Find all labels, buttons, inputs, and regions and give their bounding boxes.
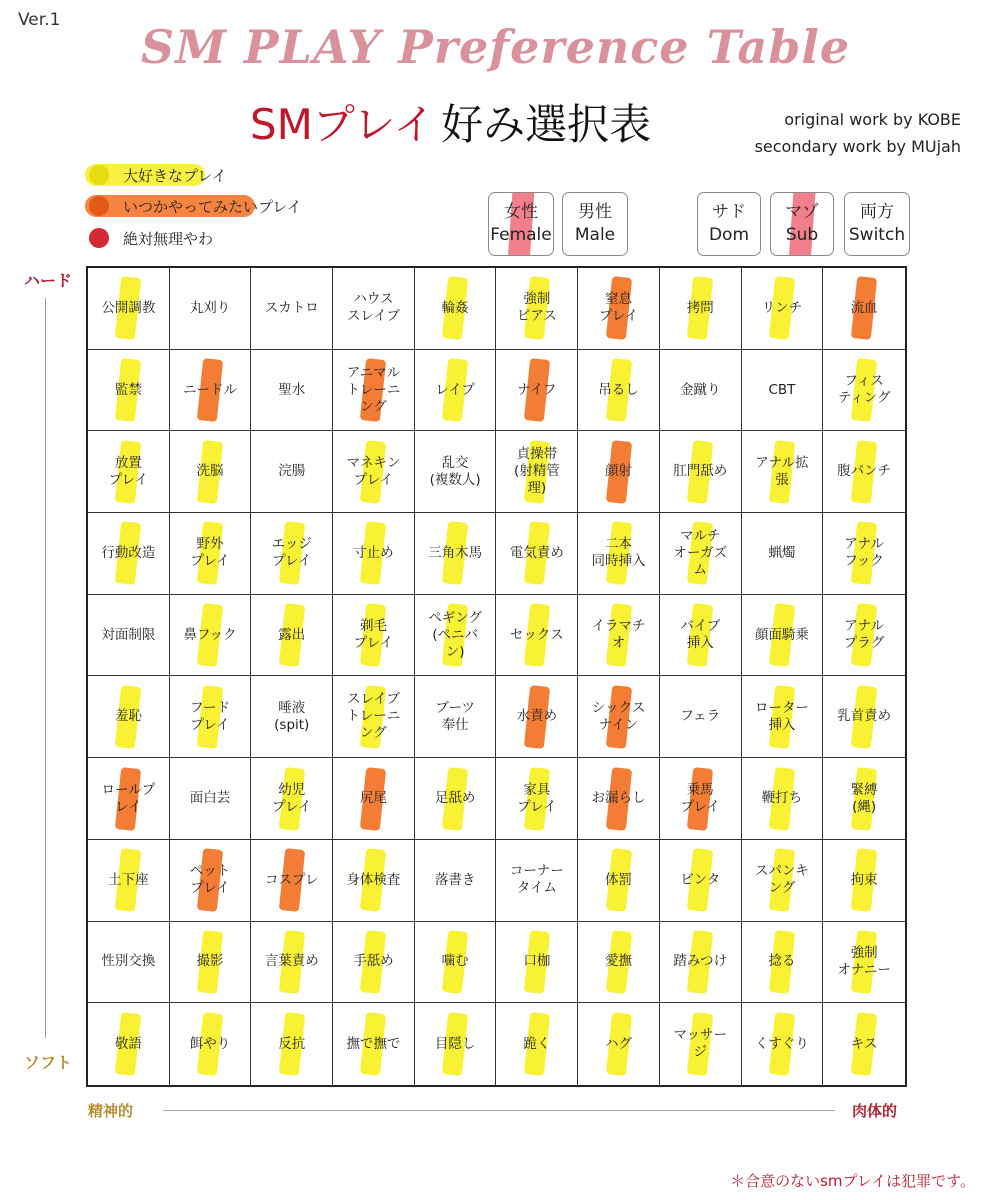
grid-cell-label: 拷問 — [686, 299, 714, 316]
legend-label: いつかやってみたいプレイ — [123, 197, 302, 216]
grid-cell[interactable] — [415, 840, 497, 922]
grid-cell[interactable] — [742, 595, 824, 677]
grid-cell[interactable] — [742, 840, 824, 922]
grid-cell-label: 落書き — [434, 871, 476, 888]
grid-cell-label: コスプレ — [265, 871, 319, 888]
grid-cell[interactable] — [578, 268, 660, 350]
grid-cell-label: アニマル トレーニ ング — [346, 364, 401, 415]
grid-cell[interactable] — [88, 595, 170, 677]
grid-cell[interactable] — [823, 922, 905, 1004]
grid-cell[interactable] — [742, 758, 824, 840]
grid-cell[interactable] — [88, 676, 170, 758]
grid-cell-label: 寸止め — [353, 544, 394, 561]
grid-cell[interactable] — [251, 268, 333, 350]
grid-cell-label: 撮影 — [196, 953, 224, 970]
grid-cell-label: ロールプ レイ — [101, 781, 156, 815]
grid-cell-label: 放置 プレイ — [108, 454, 148, 488]
grid-cell-label: 唾液 (spit) — [274, 699, 310, 733]
grid-cell[interactable] — [251, 431, 333, 513]
grid-cell-label: 乳首責め — [837, 708, 892, 725]
grid-cell[interactable] — [496, 1003, 578, 1085]
grid-cell[interactable] — [660, 431, 742, 513]
grid-cell[interactable] — [251, 676, 333, 758]
grid-cell[interactable] — [88, 268, 170, 350]
grid-cell[interactable] — [333, 513, 415, 595]
grid-cell[interactable] — [823, 758, 905, 840]
credit-original: original work by KOBE — [784, 110, 961, 129]
tag-female[interactable] — [488, 192, 554, 256]
tag-dom[interactable] — [697, 192, 761, 256]
grid-cell[interactable] — [251, 758, 333, 840]
grid-cell[interactable] — [415, 758, 497, 840]
grid-cell-label: ブーツ 奉仕 — [435, 699, 475, 733]
grid-cell-label: 羞恥 — [114, 708, 142, 725]
grid-cell[interactable] — [496, 350, 578, 432]
grid-cell-label: 踏みつけ — [673, 953, 728, 970]
grid-cell-label: ローター 挿入 — [754, 699, 809, 733]
grid-cell[interactable] — [496, 922, 578, 1004]
grid-cell-label: 公開調教 — [101, 299, 156, 316]
grid-cell-label: ハグ — [605, 1035, 633, 1052]
grid-cell[interactable] — [251, 513, 333, 595]
grid-cell-label: 対面制限 — [101, 626, 156, 643]
grid-cell-label: 強制 オナニー — [837, 944, 891, 978]
tag-en: Male — [574, 225, 616, 245]
grid-cell[interactable] — [415, 268, 497, 350]
grid-cell-label: 餌やり — [189, 1035, 231, 1052]
grid-cell-label: シックス ナイン — [591, 699, 646, 733]
grid-cell[interactable] — [415, 1003, 497, 1085]
title-jp-black: 好み選択表 — [441, 100, 652, 149]
grid-cell[interactable] — [415, 513, 497, 595]
grid-cell[interactable] — [333, 350, 415, 432]
grid-cell[interactable] — [170, 350, 252, 432]
grid-cell[interactable] — [742, 676, 824, 758]
orange-dot-icon — [89, 196, 109, 216]
axis-label-soft: ソフト — [24, 1053, 73, 1072]
grid-cell[interactable] — [742, 1003, 824, 1085]
tag-en: Switch — [848, 225, 906, 245]
grid-cell[interactable] — [251, 350, 333, 432]
grid-cell[interactable] — [496, 676, 578, 758]
grid-cell-label: ハウス スレイブ — [346, 291, 400, 325]
grid-cell-label: ペット プレイ — [189, 863, 231, 897]
axis-label-physical: 肉体的 — [852, 1102, 898, 1120]
grid-cell[interactable] — [496, 268, 578, 350]
grid-cell[interactable] — [170, 922, 252, 1004]
grid-cell[interactable] — [578, 513, 660, 595]
grid-cell-label: 体罰 — [605, 871, 633, 888]
grid-cell[interactable] — [823, 431, 905, 513]
grid-cell-label: バイブ 挿入 — [680, 618, 721, 652]
grid-cell-label: 肛門舐め — [673, 463, 728, 480]
axis-vertical-line — [45, 298, 46, 1038]
yellow-dot-icon — [89, 165, 109, 185]
grid-cell-label: 身体検査 — [346, 871, 401, 888]
grid-cell-label: マルチ オーガズ ム — [673, 527, 728, 578]
grid-cell[interactable] — [333, 595, 415, 677]
grid-cell-label: マッサー ジ — [673, 1027, 727, 1061]
grid-cell[interactable] — [170, 758, 252, 840]
grid-cell[interactable] — [170, 676, 252, 758]
grid-cell-label: 流血 — [850, 299, 878, 316]
grid-cell-label: 性別交換 — [101, 953, 156, 970]
grid-cell[interactable] — [578, 922, 660, 1004]
title-jp-red: SMプレイ — [250, 100, 436, 149]
grid-cell-label: CBT — [768, 381, 796, 398]
grid-cell[interactable] — [170, 840, 252, 922]
grid-cell-label: 浣腸 — [278, 463, 306, 480]
grid-cell[interactable] — [578, 676, 660, 758]
grid-cell[interactable] — [496, 431, 578, 513]
grid-cell-label: くすぐり — [754, 1035, 809, 1052]
grid-cell[interactable] — [660, 1003, 742, 1085]
grid-cell-label: 家具 プレイ — [517, 781, 557, 815]
grid-cell-label: 足舐め — [434, 790, 476, 807]
grid-cell[interactable] — [496, 840, 578, 922]
tag-jp: 男性 — [578, 202, 612, 222]
grid-cell[interactable] — [660, 676, 742, 758]
grid-cell-label: フェラ — [680, 708, 721, 725]
grid-cell-label: 丸刈り — [189, 299, 231, 316]
grid-cell-label: 三角木馬 — [428, 544, 483, 561]
version-label: Ver.1 — [18, 10, 61, 30]
legend-item-never — [85, 225, 213, 251]
grid-cell-label: 反抗 — [278, 1035, 306, 1052]
grid-cell[interactable] — [415, 350, 497, 432]
grid-cell-label: コーナー タイム — [509, 863, 564, 897]
grid-cell[interactable] — [88, 840, 170, 922]
grid-cell-label: 露出 — [278, 626, 306, 643]
grid-cell[interactable] — [88, 350, 170, 432]
grid-cell-label: 吊るし — [598, 381, 639, 398]
grid-cell-label: 鞭打ち — [761, 790, 803, 807]
grid-cell[interactable] — [660, 513, 742, 595]
grid-cell-label: フード プレイ — [189, 699, 231, 733]
grid-cell[interactable] — [170, 513, 252, 595]
legend-item-favorite — [85, 162, 227, 188]
grid-cell-label: 土下座 — [108, 871, 149, 888]
grid-cell-label: ニードル — [183, 381, 238, 398]
tag-sub[interactable] — [770, 192, 834, 256]
grid-cell[interactable] — [660, 350, 742, 432]
grid-cell-label: アナル拡 張 — [755, 454, 809, 488]
tag-jp: 両方 — [860, 202, 894, 222]
grid-cell[interactable] — [415, 922, 497, 1004]
tag-jp: 女性 — [504, 202, 538, 222]
grid-cell-label: 言葉責め — [264, 953, 319, 970]
grid-cell[interactable] — [251, 922, 333, 1004]
grid-cell-label: リンチ — [761, 299, 803, 316]
grid-cell[interactable] — [578, 431, 660, 513]
grid-cell[interactable] — [660, 758, 742, 840]
grid-cell-label: 目隠し — [434, 1035, 476, 1052]
grid-cell-label: 蝋燭 — [768, 544, 796, 561]
title-english: SM PLAY Preference Table — [140, 20, 851, 74]
grid-cell[interactable] — [88, 513, 170, 595]
credits — [755, 106, 961, 160]
grid-cell-label: ビンタ — [680, 871, 721, 888]
grid-cell[interactable] — [170, 431, 252, 513]
grid-cell-label: 強制 ピアス — [516, 291, 557, 325]
grid-cell[interactable] — [823, 513, 905, 595]
grid-cell[interactable] — [333, 922, 415, 1004]
grid-cell[interactable] — [333, 268, 415, 350]
grid-cell-label: セックス — [509, 626, 564, 643]
preference-grid — [86, 266, 907, 1087]
grid-cell[interactable] — [742, 431, 824, 513]
grid-cell[interactable] — [660, 922, 742, 1004]
grid-cell-label: 剃毛 プレイ — [353, 618, 394, 652]
grid-cell-label: 聖水 — [278, 381, 306, 398]
grid-cell-label: ナイフ — [517, 381, 557, 398]
legend-label: 絶対無理やわ — [123, 229, 214, 248]
grid-cell-label: 鼻フック — [183, 626, 237, 643]
grid-cell[interactable] — [496, 595, 578, 677]
grid-cell[interactable] — [742, 350, 824, 432]
legend-item-want — [85, 193, 302, 219]
grid-cell-label: イラマチ オ — [591, 618, 646, 652]
grid-cell-label: 敬語 — [114, 1035, 142, 1052]
axis-label-mental: 精神的 — [88, 1102, 134, 1120]
grid-cell-label: 野外 プレイ — [190, 536, 230, 570]
grid-cell-label: 拘束 — [850, 871, 878, 888]
grid-cell[interactable] — [251, 1003, 333, 1085]
grid-cell[interactable] — [88, 431, 170, 513]
tag-switch[interactable] — [844, 192, 910, 256]
grid-cell-label: 噛む — [441, 953, 469, 970]
grid-cell-label: お漏らし — [591, 790, 646, 807]
grid-cell[interactable] — [660, 595, 742, 677]
credit-secondary: secondary work by MUjah — [754, 137, 961, 156]
grid-cell[interactable] — [251, 840, 333, 922]
grid-cell[interactable] — [496, 513, 578, 595]
title-japanese — [250, 92, 651, 152]
grid-cell[interactable] — [170, 1003, 252, 1085]
grid-cell[interactable] — [578, 595, 660, 677]
grid-cell[interactable] — [578, 350, 660, 432]
grid-cell-label: 面白芸 — [189, 790, 231, 807]
tag-male[interactable] — [562, 192, 628, 256]
grid-cell[interactable] — [823, 1003, 905, 1085]
grid-cell-label: 電気責め — [509, 544, 564, 561]
grid-cell-label: 手舐め — [353, 953, 394, 970]
tag-jp: サド — [712, 202, 746, 222]
grid-cell[interactable] — [170, 595, 252, 677]
grid-cell-label: 顔面騎乗 — [754, 626, 809, 643]
grid-cell[interactable] — [742, 513, 824, 595]
grid-cell-label: 洗脳 — [196, 463, 224, 480]
grid-cell-label: 乗馬 プレイ — [680, 781, 720, 815]
grid-cell-label: 窒息 プレイ — [598, 291, 639, 325]
grid-cell-label: エッジ プレイ — [271, 536, 312, 570]
grid-cell[interactable] — [742, 922, 824, 1004]
grid-cell-label: 緊縛 (縄) — [850, 781, 878, 815]
grid-cell[interactable] — [578, 758, 660, 840]
grid-cell-label: 愛撫 — [605, 953, 633, 970]
grid-cell-label: ペギング (ペニバ ン) — [428, 609, 482, 660]
tag-en: Dom — [708, 225, 750, 245]
grid-cell-label: 貞操帯 (射精管 理) — [513, 446, 560, 497]
grid-cell-label: マネキン プレイ — [346, 454, 401, 488]
grid-cell[interactable] — [578, 840, 660, 922]
grid-cell-label: 行動改造 — [101, 544, 156, 561]
grid-cell-label: 尻尾 — [359, 790, 387, 807]
grid-cell[interactable] — [333, 431, 415, 513]
grid-cell[interactable] — [251, 595, 333, 677]
grid-cell-label: フィス ティング — [837, 373, 891, 407]
grid-cell[interactable] — [415, 431, 497, 513]
grid-cell[interactable] — [823, 268, 905, 350]
grid-cell-label: 跪く — [523, 1035, 551, 1052]
grid-cell[interactable] — [578, 1003, 660, 1085]
grid-cell[interactable] — [333, 1003, 415, 1085]
grid-cell[interactable] — [333, 758, 415, 840]
grid-cell-label: 金蹴り — [679, 381, 721, 398]
grid-cell[interactable] — [660, 840, 742, 922]
grid-cell[interactable] — [823, 840, 905, 922]
grid-cell[interactable] — [88, 922, 170, 1004]
axis-label-hard: ハード — [24, 271, 73, 290]
grid-cell-label: アナル プラグ — [843, 618, 885, 652]
grid-cell[interactable] — [88, 1003, 170, 1085]
grid-cell[interactable] — [496, 758, 578, 840]
grid-cell[interactable] — [823, 595, 905, 677]
grid-cell-label: スレイブ トレーニ ング — [346, 691, 401, 742]
grid-cell[interactable] — [823, 350, 905, 432]
grid-cell-label: 幼児 プレイ — [272, 781, 312, 815]
grid-cell[interactable] — [823, 676, 905, 758]
grid-cell-label: 二本 同時挿入 — [591, 536, 646, 570]
grid-cell-label: 輪姦 — [441, 299, 469, 316]
grid-cell-label: レイプ — [435, 381, 475, 398]
tag-en: Female — [490, 225, 552, 245]
grid-cell-label: アナル フック — [844, 536, 885, 570]
grid-cell[interactable] — [415, 595, 497, 677]
grid-cell-label: 口枷 — [523, 953, 551, 970]
tag-en: Sub — [785, 225, 819, 245]
grid-cell-label: スパンキ ング — [754, 863, 809, 897]
grid-cell-label: 撫で撫で — [346, 1035, 401, 1052]
grid-cell-label: 顔射 — [605, 463, 633, 480]
grid-cell[interactable] — [660, 268, 742, 350]
grid-cell[interactable] — [742, 268, 824, 350]
grid-cell[interactable] — [333, 840, 415, 922]
grid-cell-label: 乱交 (複数人) — [429, 454, 481, 488]
grid-cell[interactable] — [170, 268, 252, 350]
grid-cell-label: キス — [850, 1035, 878, 1052]
grid-cell[interactable] — [88, 758, 170, 840]
grid-cell-label: 水責め — [516, 708, 558, 725]
axis-horizontal-line — [163, 1110, 835, 1111]
legend-label: 大好きなプレイ — [123, 166, 227, 185]
grid-cell-label: スカトロ — [264, 299, 319, 316]
grid-cell-label: 監禁 — [114, 381, 142, 398]
grid-cell-label: 捻る — [768, 953, 796, 970]
grid-cell-label: 腹パンチ — [837, 463, 892, 480]
tag-jp: マゾ — [785, 202, 819, 222]
red-dot-icon — [89, 228, 109, 248]
grid-cell[interactable] — [333, 676, 415, 758]
disclaimer-note: ＊合意のないsmプレイは犯罪です。 — [730, 1172, 975, 1190]
grid-cell[interactable] — [415, 676, 497, 758]
